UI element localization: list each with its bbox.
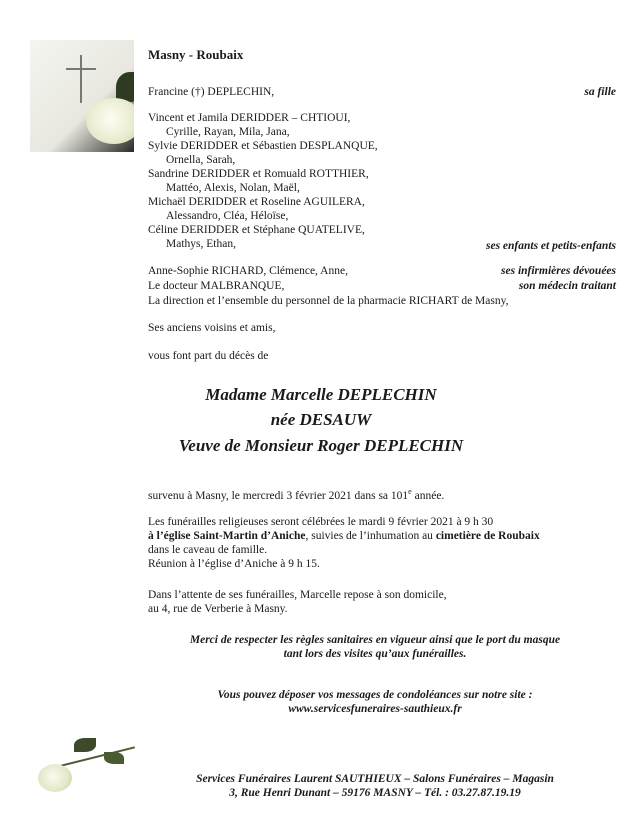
death-text-end: année. — [411, 489, 445, 502]
family-line: Anne-Sophie RICHARD, Clémence, Anne, — [148, 265, 348, 277]
leaf-decoration — [74, 738, 96, 752]
family-line: Le docteur MALBRANQUE, — [148, 280, 285, 292]
family-line: Mathys, Ethan, — [166, 238, 236, 250]
family-line: Michaël DERIDDER et Roseline AGUILERA, — [148, 196, 365, 208]
funeral-line: Les funérailles religieuses seront célébrées le mardi 9 février 2021 à 9 h 30 — [148, 516, 494, 528]
leaf-decoration — [104, 752, 124, 764]
family-line: Ornella, Sarah, — [166, 154, 236, 166]
rose-cross-photo — [30, 40, 134, 152]
death-text: survenu à Masny, le mercredi 3 février 2021 dans sa 101 — [148, 489, 409, 502]
family-line: Cyrille, Rayan, Mila, Jana, — [166, 126, 290, 138]
death-superscript: e — [408, 487, 412, 496]
funeral-mid: , suivies de l’inhumation au — [305, 530, 436, 542]
family-line: Céline DERIDDER et Stéphane QUATELIVE, — [148, 224, 365, 236]
family-line: Ses anciens voisins et amis, — [148, 322, 276, 334]
family-line: Francine (†) DEPLECHIN, — [148, 86, 275, 98]
page-title: Masny - Roubaix — [148, 47, 244, 62]
family-line: Alessandro, Cléa, Héloïse, — [166, 210, 289, 222]
funeral-line: dans le caveau de famille. — [148, 544, 268, 556]
sanitary-notice: tant lors des visites qu’aux funérailles. — [283, 648, 467, 660]
family-line: Vincent et Jamila DERIDDER – CHTIOUI, — [148, 112, 351, 124]
church-name: à l’église Saint-Martin d’Aniche — [148, 530, 306, 542]
family-line: Sandrine DERIDDER et Romuald ROTTHIER, — [148, 168, 369, 180]
family-line: Mattéo, Alexis, Nolan, Maël, — [166, 182, 300, 194]
footer-company: Services Funéraires Laurent SAUTHIEUX – Salons Funéraires – Magasin — [196, 773, 554, 785]
death-notice — [148, 487, 444, 502]
funeral-line — [148, 530, 540, 542]
funeral-line: Réunion à l’église d’Aniche à 9 h 15. — [148, 558, 320, 570]
rest-line: au 4, rue de Verberie à Masny. — [148, 603, 288, 615]
white-rose-image — [86, 98, 134, 144]
condolences-text: Vous pouvez déposer vos messages de condoléances sur notre site : — [217, 689, 533, 701]
deceased-widow-of: Veuve de Monsieur Roger DEPLECHIN — [178, 436, 464, 455]
white-rose-image — [38, 764, 72, 792]
deceased-maiden-name: née DESAUW — [270, 410, 372, 429]
deceased-name: Madame Marcelle DEPLECHIN — [205, 385, 437, 404]
footer-address: 3, Rue Henri Dunant – 59176 MASNY – Tél. : 03.27.87.19.19 — [229, 787, 521, 799]
cross-bar — [66, 68, 96, 70]
relation-label: son médecin traitant — [518, 280, 616, 292]
family-line: vous font part du décès de — [148, 350, 269, 362]
family-line: Sylvie DERIDDER et Sébastien DESPLANQUE, — [148, 140, 378, 152]
rest-line: Dans l’attente de ses funérailles, Marcelle repose à son domicile, — [148, 589, 447, 601]
cross-icon — [80, 55, 82, 103]
relation-label: ses enfants et petits-enfants — [485, 240, 616, 252]
family-line: La direction et l’ensemble du personnel de la pharmacie RICHART de Masny, — [148, 295, 509, 307]
relation-label: ses infirmières dévouées — [501, 265, 616, 277]
cemetery-name: cimetière de Roubaix — [435, 530, 540, 542]
website-link[interactable]: www.servicesfuneraires-sauthieux.fr — [288, 703, 462, 715]
relation-label: sa fille — [584, 86, 616, 98]
sanitary-notice: Merci de respecter les règles sanitaires en vigueur ainsi que le port du masque — [189, 634, 561, 646]
